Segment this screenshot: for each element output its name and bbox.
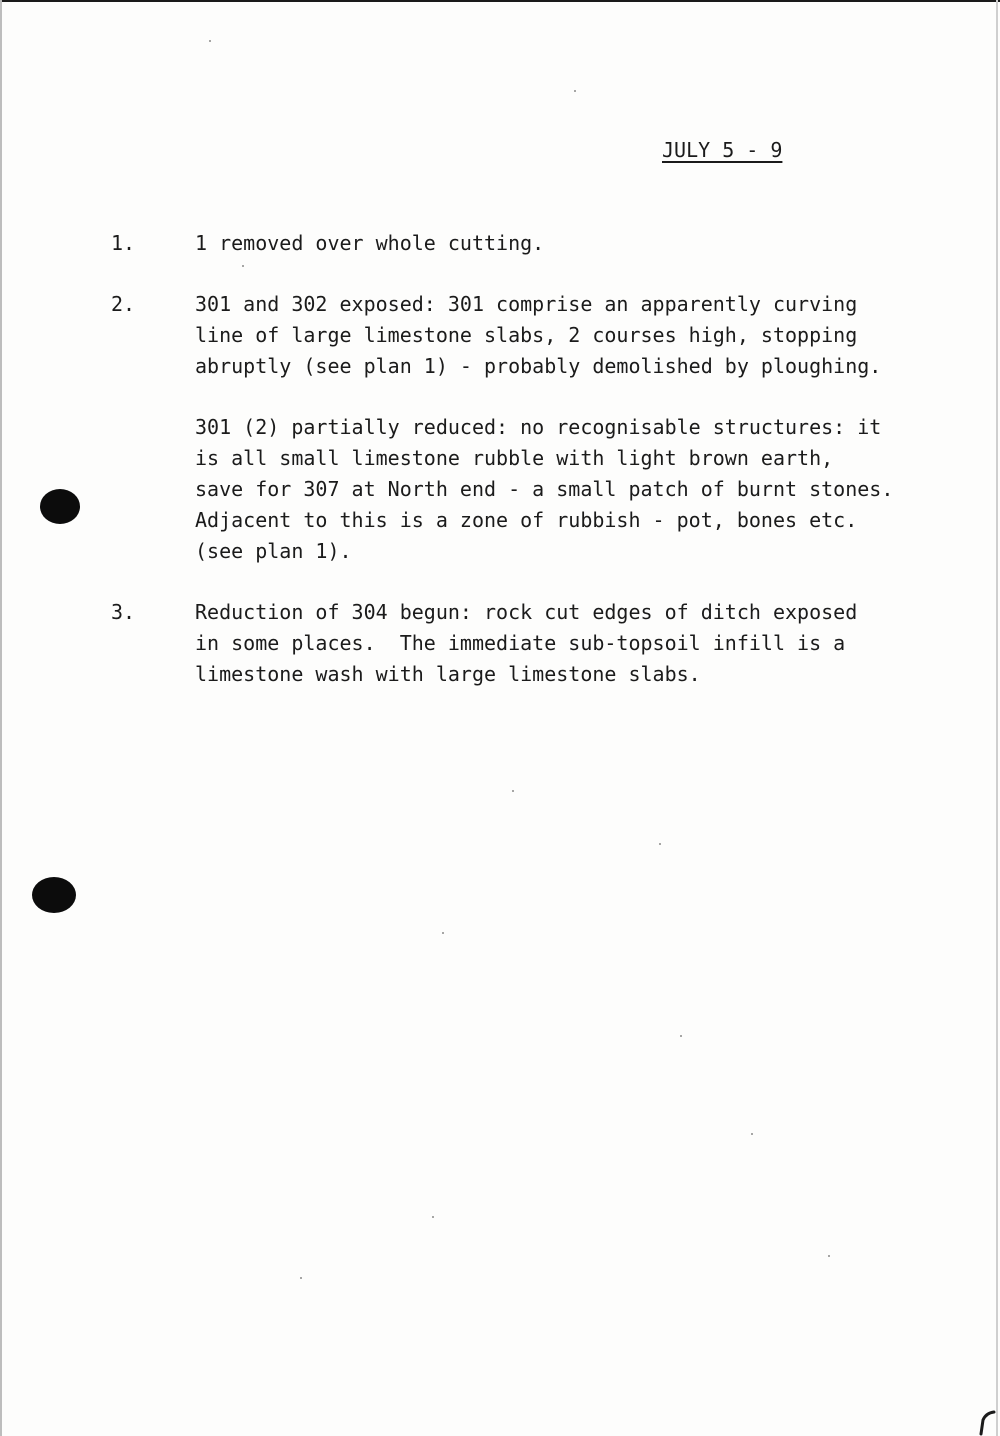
scan-speck — [574, 90, 576, 92]
page-top-edge — [0, 0, 1000, 2]
corner-pen-mark — [978, 1410, 998, 1436]
item-text-line: Reduction of 304 begun: rock cut edges of ditch exposed — [195, 600, 858, 624]
item-text-line: 301 (2) partially reduced: no recognisable structures: it — [195, 415, 882, 439]
page-right-edge — [996, 0, 998, 1436]
item-number: 2. — [111, 292, 136, 316]
punch-hole-upper — [40, 489, 80, 524]
item-text-line: abruptly (see plan 1) - probably demolished by ploughing. — [195, 354, 882, 378]
punch-hole-lower — [32, 877, 76, 913]
item-text-line: 1 removed over whole cutting. — [195, 231, 545, 255]
scan-speck — [512, 790, 514, 792]
page-left-edge — [0, 0, 2, 1436]
scan-speck — [242, 265, 244, 267]
item-number: 1. — [111, 231, 136, 255]
item-text-line: in some places. The immediate sub-topsoil infill is a — [195, 631, 846, 655]
item-text-line: Adjacent to this is a zone of rubbish - pot, bones etc. — [195, 508, 858, 532]
scan-speck — [828, 1255, 830, 1257]
scan-speck — [680, 1035, 682, 1037]
scan-speck — [442, 932, 444, 934]
item-number: 3. — [111, 600, 136, 624]
scan-speck — [209, 40, 211, 42]
item-text-line: save for 307 at North end - a small patch of burnt stones. — [195, 477, 894, 501]
scan-speck — [751, 1133, 753, 1135]
date-heading: JULY 5 - 9 — [662, 138, 783, 162]
item-text-line: (see plan 1). — [195, 539, 352, 563]
item-text-line: is all small limestone rubble with light brown earth, — [195, 446, 834, 470]
item-text-line: 301 and 302 exposed: 301 comprise an apparently curving — [195, 292, 858, 316]
item-text-line: limestone wash with large limestone slabs. — [195, 662, 701, 686]
item-text-line: line of large limestone slabs, 2 courses high, stopping — [195, 323, 858, 347]
scan-speck — [659, 843, 661, 845]
scan-speck — [300, 1277, 302, 1279]
scan-speck — [432, 1216, 434, 1218]
